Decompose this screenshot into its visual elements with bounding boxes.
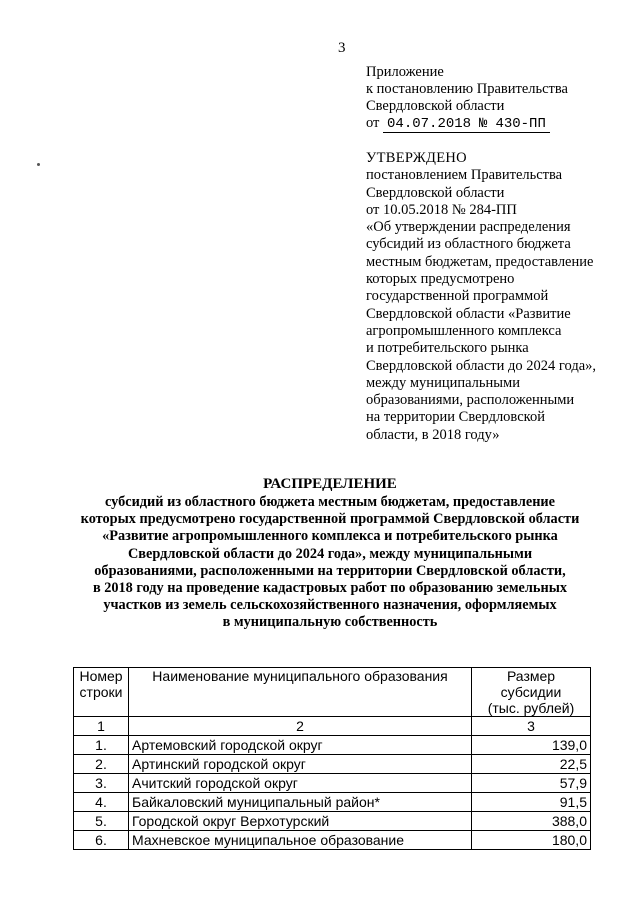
row-number: 5. bbox=[74, 812, 129, 831]
header-subsidy-amount bbox=[472, 668, 591, 717]
municipality-name: Ачитский городской округ bbox=[129, 774, 472, 793]
row-number: 6. bbox=[74, 831, 129, 850]
municipality-name: Байкаловский муниципальный район* bbox=[129, 793, 472, 812]
approved-line: Свердловской области bbox=[366, 184, 505, 201]
approved-line: которых предусмотрено bbox=[366, 271, 515, 288]
table-header-row bbox=[74, 668, 591, 717]
table-row bbox=[74, 812, 591, 831]
appendix-line-1: Приложение bbox=[366, 64, 444, 80]
heading-line: «Развитие агропромышленного комплекса и потребительского рынка bbox=[102, 528, 558, 545]
approved-line: государственной программой bbox=[366, 288, 549, 305]
subsidy-amount: 22,5 bbox=[472, 755, 591, 774]
table-row bbox=[74, 831, 591, 850]
heading-line: в 2018 году на проведение кадастровых работ по образованию земельных bbox=[92, 580, 568, 597]
appendix-date: 04.07.2018 bbox=[383, 116, 475, 133]
header-municipality: Наименование муниципального образования bbox=[129, 668, 472, 717]
column-index: 3 bbox=[472, 717, 591, 736]
header-row-number-line1: Номер bbox=[79, 668, 123, 684]
document-title: РАСПРЕДЕЛЕНИЕ bbox=[263, 476, 397, 492]
appendix-from: от bbox=[366, 115, 380, 131]
subsidy-amount: 388,0 bbox=[472, 812, 591, 831]
header-subsidy-line1: Размер субсидии bbox=[500, 668, 562, 700]
subsidy-amount: 57,9 bbox=[472, 774, 591, 793]
approved-line: области, в 2018 году» bbox=[366, 426, 500, 443]
approved-line: между муниципальными bbox=[366, 374, 520, 391]
table-row bbox=[74, 793, 591, 812]
table-row bbox=[74, 736, 591, 755]
approved-line: и потребительского рынка bbox=[366, 340, 529, 357]
heading-line: субсидий из областного бюджета местным бюджетам, предоставление bbox=[104, 494, 556, 510]
table-row bbox=[74, 755, 591, 774]
heading-line: образованиями, расположенными на территории Свердловской области, bbox=[94, 562, 566, 579]
municipality-name: Махневское муниципальное образование bbox=[129, 831, 472, 850]
appendix-line-2: к постановлению Правительства bbox=[366, 81, 568, 97]
column-index-row bbox=[74, 717, 591, 736]
approved-line: агропромышленного комплекса bbox=[366, 322, 562, 339]
appendix-line-3: Свердловской области bbox=[366, 98, 505, 114]
approved-line: субсидий из областного бюджета bbox=[366, 236, 571, 253]
header-subsidy-line2: (тыс. рублей) bbox=[487, 700, 575, 716]
table-row bbox=[74, 774, 591, 793]
appendix-number-sign: № bbox=[475, 116, 491, 133]
approved-line: Свердловской области до 2024 года», bbox=[366, 357, 597, 374]
appendix-number: 430-ПП bbox=[491, 116, 549, 133]
heading-line: Свердловской области до 2024 года», между муниципальными bbox=[127, 545, 533, 562]
subsidy-table bbox=[73, 667, 591, 850]
page-number: 3 bbox=[338, 40, 346, 56]
header-row-number-line2: строки bbox=[79, 684, 123, 700]
subsidy-amount: 180,0 bbox=[472, 831, 591, 850]
column-index: 1 bbox=[74, 717, 129, 736]
approved-line: от 10.05.2018 № 284-ПП bbox=[366, 201, 517, 218]
heading-line: в муниципальную собственность bbox=[222, 614, 438, 631]
row-number: 2. bbox=[74, 755, 129, 774]
header-row-number bbox=[74, 668, 129, 717]
row-number: 3. bbox=[74, 774, 129, 793]
approved-line: «Об утверждении распределения bbox=[366, 219, 571, 236]
subsidy-amount: 91,5 bbox=[472, 793, 591, 812]
column-index: 2 bbox=[129, 717, 472, 736]
approved-line: на территории Свердловской bbox=[366, 409, 545, 426]
scan-speck bbox=[37, 163, 40, 166]
approved-line: Свердловской области «Развитие bbox=[366, 305, 571, 322]
approved-line: образованиями, расположенными bbox=[366, 392, 575, 409]
row-number: 4. bbox=[74, 793, 129, 812]
appendix-line-4 bbox=[366, 115, 568, 133]
document-heading bbox=[40, 476, 620, 632]
municipality-name: Артемовский городской округ bbox=[129, 736, 472, 755]
approved-block bbox=[366, 150, 626, 444]
municipality-name: Артинский городской округ bbox=[129, 755, 472, 774]
appendix-block bbox=[366, 64, 568, 133]
heading-line: которых предусмотрено государственной программой Свердловской области bbox=[80, 511, 580, 528]
approved-title: УТВЕРЖДЕНО bbox=[366, 150, 467, 166]
subsidy-amount: 139,0 bbox=[472, 736, 591, 755]
row-number: 1. bbox=[74, 736, 129, 755]
approved-line: постановлением Правительства bbox=[366, 167, 563, 184]
heading-line: участков из земель сельскохозяйственного назначения, оформляемых bbox=[103, 597, 557, 614]
municipality-name: Городской округ Верхотурский bbox=[129, 812, 472, 831]
approved-line: местным бюджетам, предоставление bbox=[366, 253, 594, 270]
